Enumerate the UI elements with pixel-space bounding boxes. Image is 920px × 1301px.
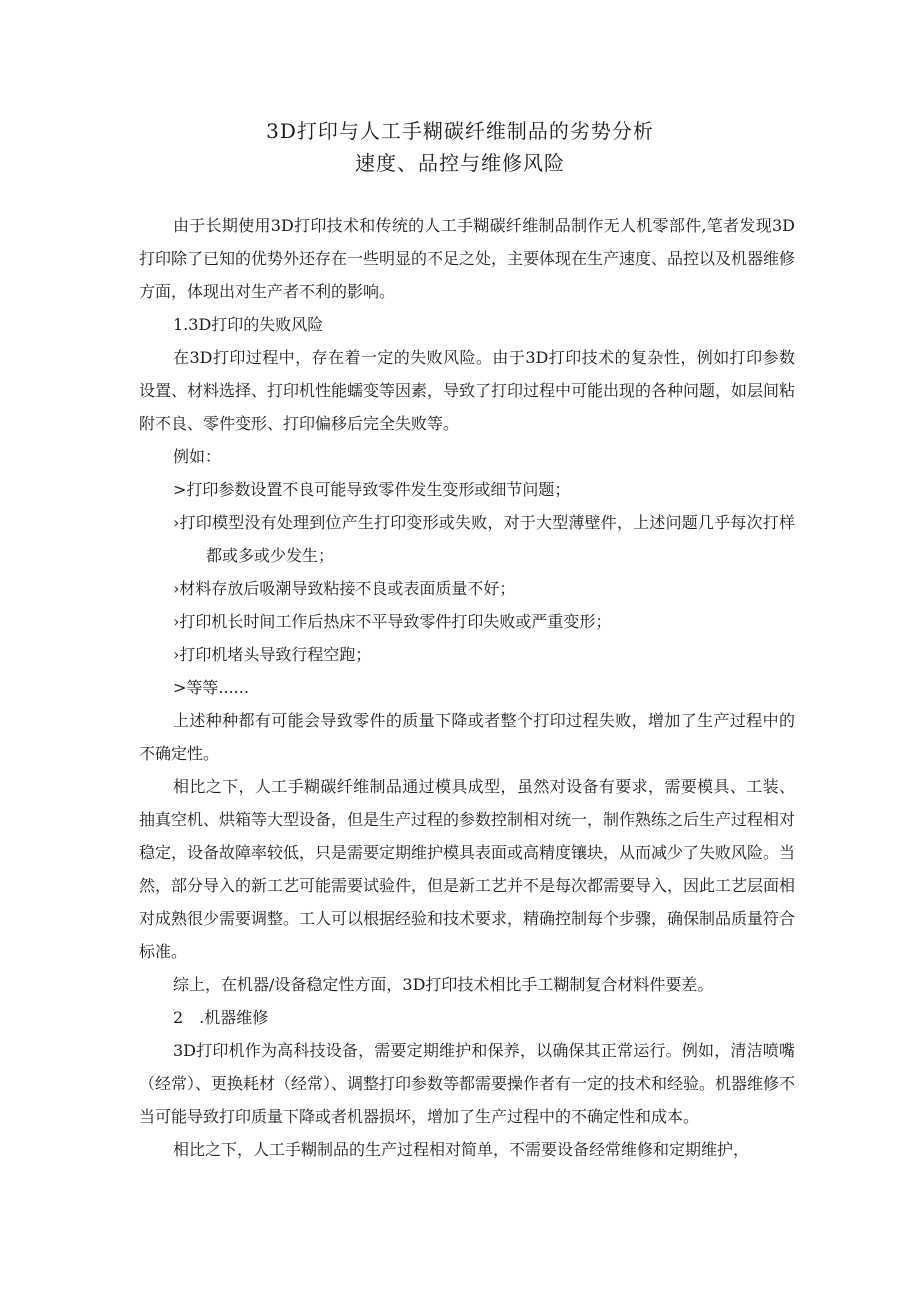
paragraph-conclusion: 综上，在机器/设备稳定性方面，3D打印技术相比手工糊制复合材料件要差。 bbox=[173, 975, 714, 994]
title-line-1: 3D打印与人工手糊碳纤维制品的劣势分析 bbox=[266, 119, 654, 143]
bullet-item: ›打印机长时间工作后热床不平导致零件打印失败或严重变形； bbox=[173, 612, 612, 631]
paragraph-manual-comparison: 相比之下，人工手糊制品的生产过程相对简单，不需要设备经常维修和定期维护， bbox=[173, 1140, 750, 1159]
paragraph-comparison: 相比之下，人工手糊碳纤维制品通过模具成型，虽然对设备有要求，需要模具、工装、抽真空机、烘箱等大型设备，但是生产过程的参数控制相对统一，制作熟练之后生产过程相对稳定，设备故障率较低，只是需要定期维护模具表面或高精度镶块，从而减少了失败风险。当然，部分导入的新工艺可能需要试验件，但是新工艺并不是每次都需要导入，因此工艺层面相对成熟很少需要调整。工人可以根据经验和技术要求，精确控制每个步骤，确保制品质量符合标准。 bbox=[139, 777, 796, 961]
bullet-item: >等等...... bbox=[173, 678, 249, 697]
paragraph-failure-risk: 在3D打印过程中，存在着一定的失败风险。由于3D打印技术的复杂性，例如打印参数设置、材料选择、打印机性能蠕变等因素，导致了打印过程中可能出现的各种问题，如层间粘附不良、零件变形、打印偏移后完全失败等。 bbox=[139, 348, 796, 433]
section-heading-1: 1.3D打印的失败风险 bbox=[173, 315, 324, 334]
document-body bbox=[139, 209, 795, 1166]
bullet-item: ›打印机堵头导致行程空跑； bbox=[173, 645, 372, 664]
example-label: 例如： bbox=[173, 447, 222, 466]
bullet-item: >打印参数设置不良可能导致零件发生变形或细节问题； bbox=[173, 480, 571, 499]
section-heading-2: 2 .机器维修 bbox=[173, 1008, 269, 1027]
paragraph-summary: 上述种种都有可能会导致零件的质量下降或者整个打印过程失败，增加了生产过程中的不确定性。 bbox=[139, 711, 795, 763]
bullet-item: ›打印模型没有处理到位产生打印变形或失败，对于大型薄壁件，上述问题几乎每次打样都或多或少发生； bbox=[173, 513, 795, 565]
intro-paragraph: 由于长期使用3D打印技术和传统的人工手糊碳纤维制品制作无人机零部件,笔者发现3D打印除了已知的优势外还存在一些明显的不足之处，主要体现在生产速度、品控以及机器维修方面，体现出对生产者不利的影响。 bbox=[139, 216, 796, 301]
title-line-2: 速度、品控与维修风险 bbox=[355, 151, 565, 175]
paragraph-maintenance: 3D打印机作为高科技设备，需要定期维护和保养，以确保其正常运行。例如，清洁喷嘴（经常）、更换耗材（经常）、调整打印参数等都需要操作者有一定的技术和经验。机器维修不当可能导致打印质量下降或者机器损坏，增加了生产过程中的不确定性和成本。 bbox=[139, 1041, 796, 1126]
bullet-item: ›材料存放后吸潮导致粘接不良或表面质量不好； bbox=[173, 579, 516, 598]
